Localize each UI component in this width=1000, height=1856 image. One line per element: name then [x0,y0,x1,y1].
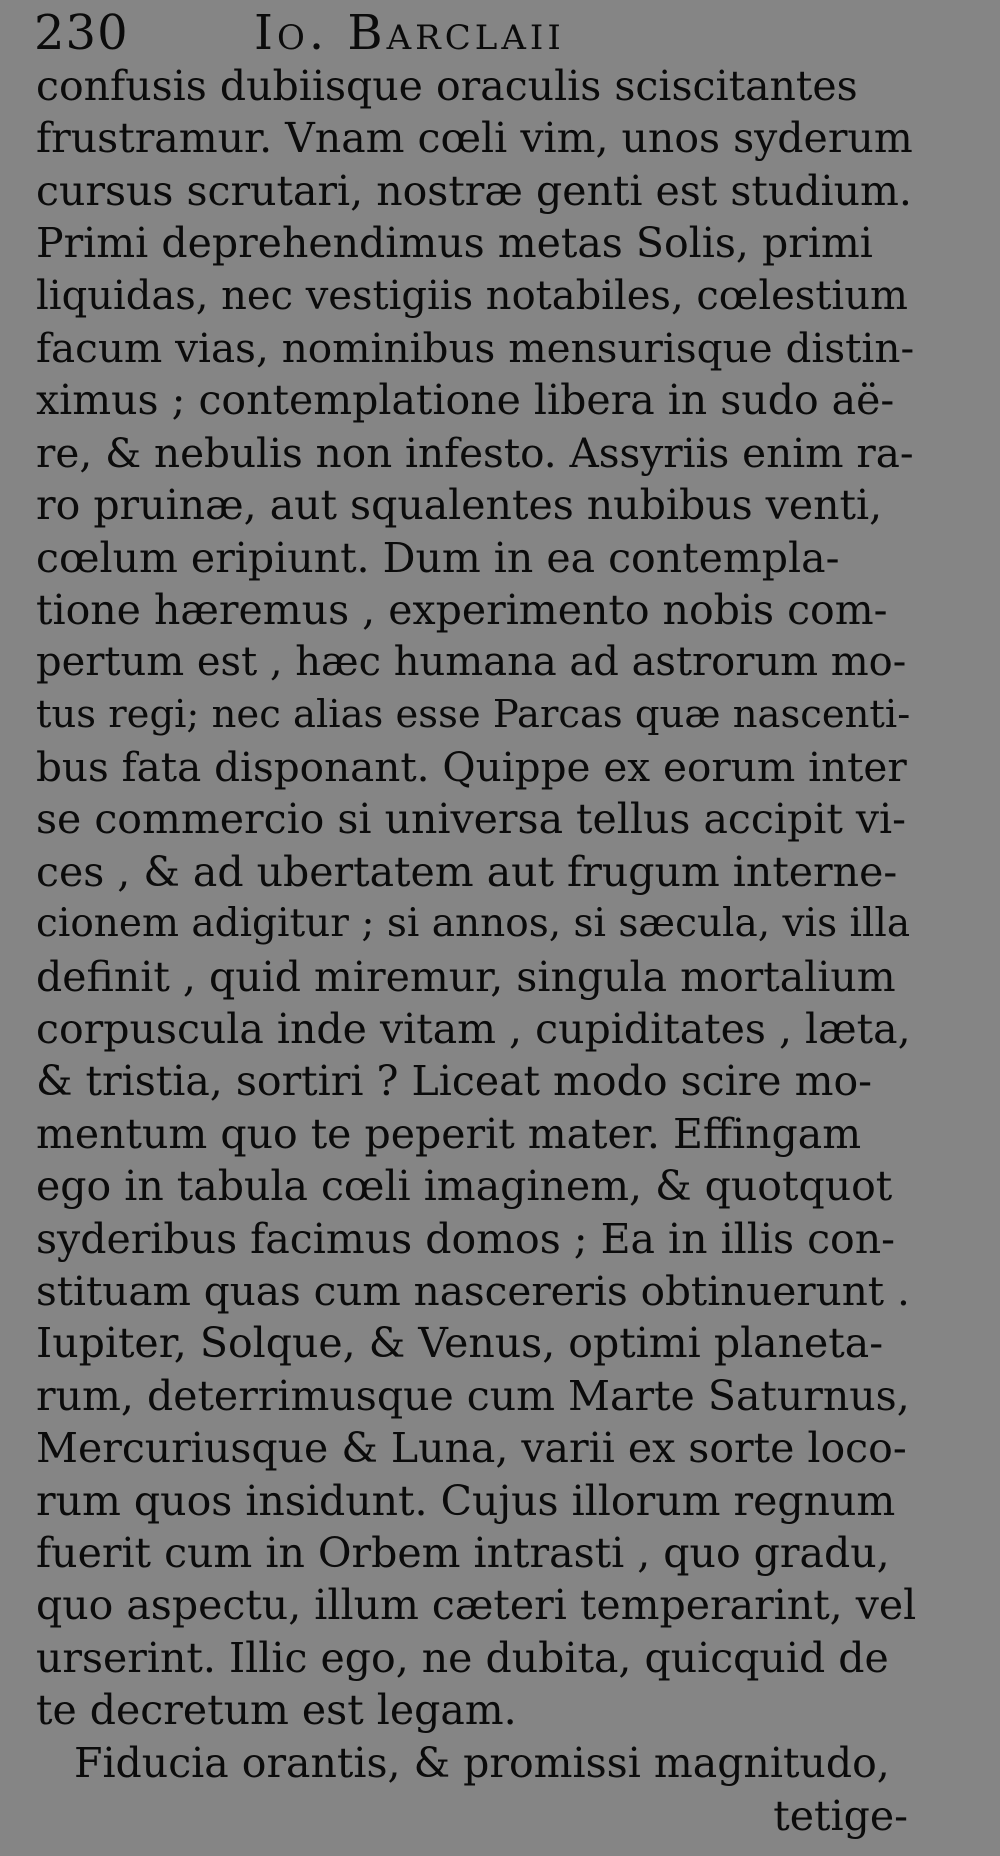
text-line: rum, deterrimusque cum Marte Saturnus, [36,1371,910,1420]
text-line: ro pruinæ, aut squalentes nubibus venti, [36,481,883,530]
text-line: pertum est , hæc humana ad astrorum mo- [36,639,907,686]
text-line: te decretum est legam. [36,1686,517,1735]
text-line: tus regi; nec alias esse Parcas quæ nascenti- [36,691,911,737]
text-line: bus fata disponant. Quippe ex eorum inter [36,743,907,792]
text-line: ximus ; contemplatione libera in sudo aë- [36,376,895,425]
text-line: quo aspectu, illum cæteri temperarint, vel [36,1581,917,1630]
text-line: cursus scrutari, nostræ genti est studium. [36,166,912,215]
text-line: syderibus facimus domos ; Ea in illis con- [36,1214,895,1263]
text-line: corpuscula inde vitam , cupiditates , læta, [36,1005,911,1054]
text-line: urserint. Illic ego, ne dubita, quicquid de [36,1633,889,1682]
text-line: Iupiter, Solque, & Venus, optimi planeta- [36,1319,884,1368]
text-line: stituam quas cum nascereris obtinuerunt . [36,1266,910,1315]
running-head: Io. Barclaii [254,5,565,61]
text-line: ces , & ad ubertatem aut frugum interne- [36,847,898,896]
text-line: cœlum eripiunt. Dum in ea contempla- [36,533,840,582]
text-line: confusis dubiisque oraculis sciscitantes [36,62,858,110]
text-line: se commercio si universa tellus accipit vi- [36,795,906,844]
text-line: liquidas, nec vestigiis notabiles, cœlestium [36,272,908,319]
text-line: fuerit cum in Orbem intrasti , quo gradu, [36,1528,890,1577]
text-line: Primi deprehendimus metas Solis, primi [36,219,873,268]
paragraph-start-line: Fiducia orantis, & promissi magnitudo, [74,1738,890,1787]
page-number: 230 [34,5,129,61]
text-line: rum quos insidunt. Cujus illorum regnum [36,1476,896,1525]
text-line: Mercuriusque & Luna, varii ex sorte loco- [36,1424,907,1473]
text-line: cionem adigitur ; si annos, si sæcula, vis illa [36,901,911,947]
text-line: facum vias, nominibus mensurisque distin- [36,323,915,372]
page-header [34,2,754,64]
catchword: tetige- [773,1792,908,1840]
text-line: frustramur. Vnam cœli vim, unos syderum [36,114,913,163]
body-text [36,60,916,1789]
text-line: ego in tabula cœli imaginem, & quotquot [36,1162,893,1211]
text-line: & tristia, sortiri ? Liceat modo scire mo- [36,1057,872,1106]
text-line: definit , quid miremur, singula mortalium [36,952,896,1001]
text-line: mentum quo te peperit mater. Effingam [36,1109,862,1158]
text-line: re, & nebulis non infesto. Assyriis enim ra- [36,428,914,477]
text-line: tione hæremus , experimento nobis com- [36,585,888,634]
